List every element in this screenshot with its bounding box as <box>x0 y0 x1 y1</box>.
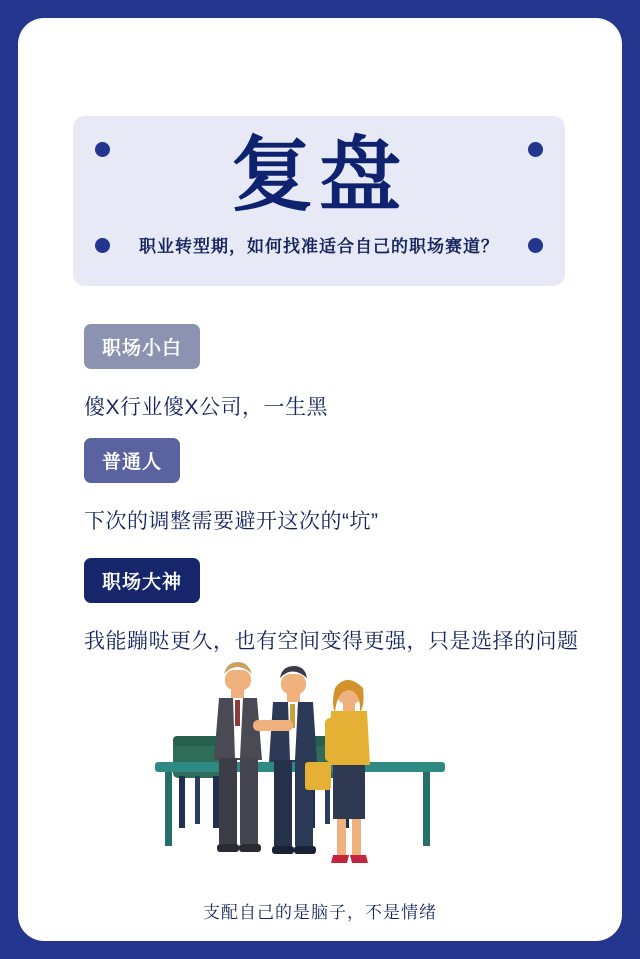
tag-wrap-master <box>18 558 622 603</box>
section-text-master: 我能蹦哒更久，也有空间变得更强，只是选择的问题 <box>84 630 579 653</box>
footer-caption: 支配自己的是脑子，不是情绪 <box>203 903 437 922</box>
section-text-novice: 傻X行业傻X公司，一生黑 <box>84 396 329 419</box>
tag-wrap-novice <box>18 324 622 369</box>
section-ordinary <box>18 438 622 535</box>
illustration-handshake <box>18 658 622 888</box>
section-master <box>18 558 622 655</box>
handshake-illustration-svg <box>155 658 485 888</box>
status-badge-novice: 职场小白 <box>84 324 200 369</box>
tag-wrap-ordinary <box>18 438 622 483</box>
page-subtitle: 职业转型期，如何找准适合自己的职场赛道？ <box>139 237 499 256</box>
status-badge-ordinary: 普通人 <box>84 438 180 483</box>
status-badge-master: 职场大神 <box>84 558 200 603</box>
section-text-ordinary: 下次的调整需要避开这次的“坑” <box>84 510 379 533</box>
header-banner <box>73 116 565 286</box>
section-novice <box>18 324 622 421</box>
page-title: 复盘 <box>230 128 407 223</box>
poster-card <box>18 18 622 941</box>
